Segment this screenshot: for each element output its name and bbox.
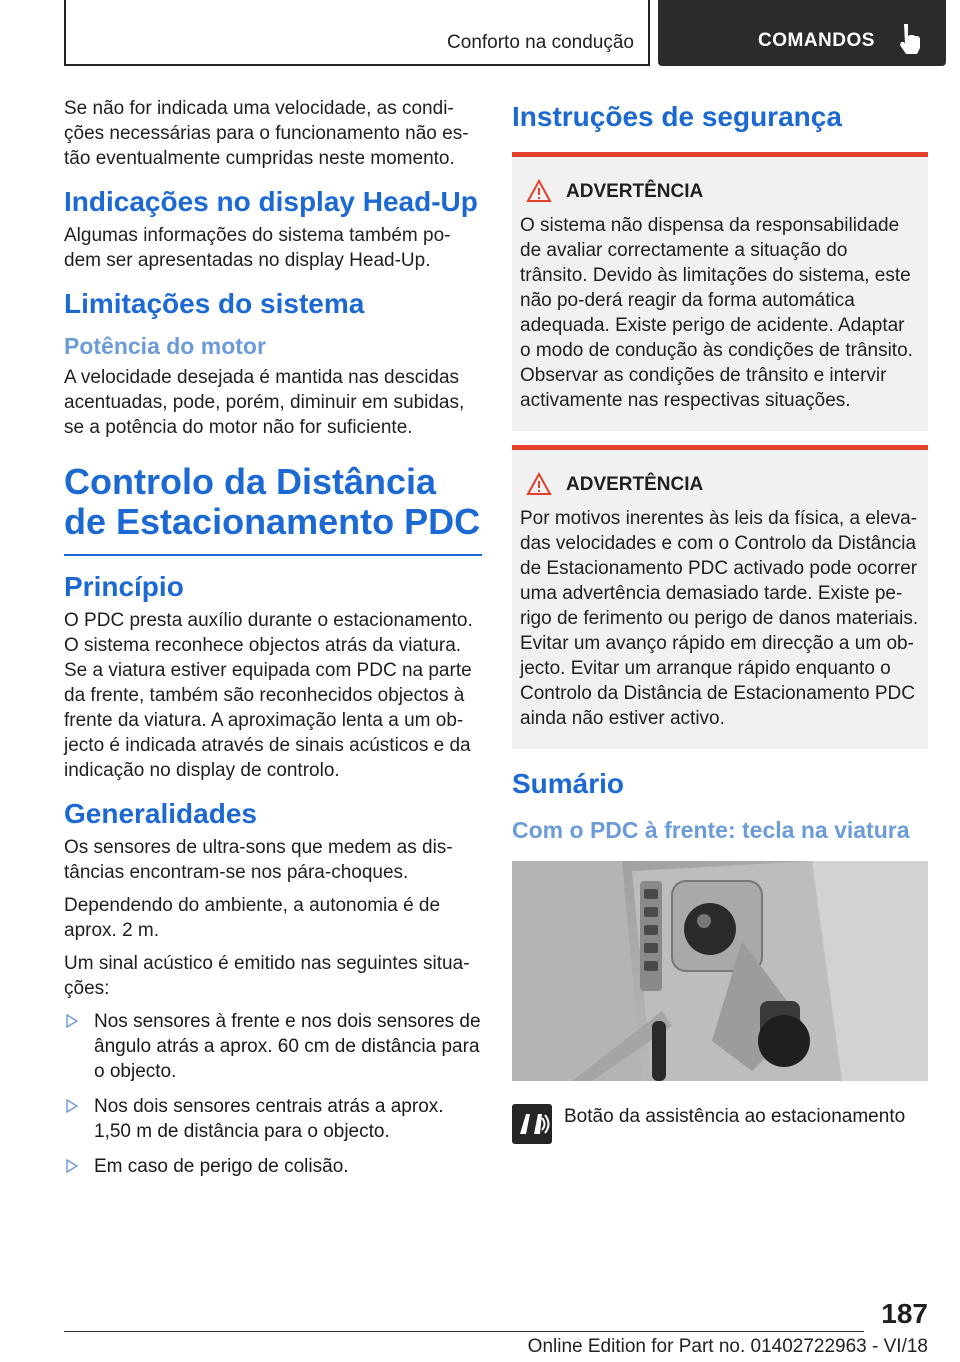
power-subheading: Potência do motor xyxy=(64,333,266,359)
warning-box xyxy=(512,445,928,749)
principle-heading: Princípio xyxy=(64,571,184,602)
warning-title: ADVERTÊNCIA xyxy=(566,474,704,495)
list-item xyxy=(64,1154,482,1179)
header-section-title: Conforto na condução xyxy=(447,32,634,53)
left-column xyxy=(64,96,482,1189)
triangle-bullet-icon xyxy=(66,1014,78,1028)
warning-text: Por motivos inerentes às leis da física, a eleva-das velocidades e com o Controlo da Distância de Estacionamento PDC activado pode ocorrer uma advertência demasiado tarde. Existe pe-rigo de ferimento ou perigo de danos materiais. Evitar um avanço rápido em direcção a um ob-jecto. Evitar um arranque rápido enquanto o Controlo da Distância de Estacionamento PDC ainda não estiver activo. xyxy=(520,508,919,729)
warning-header xyxy=(520,179,920,209)
pdc-heading: Controlo da Distância de Estacionamento PDC xyxy=(64,461,481,542)
safety-heading: Instruções de segurança xyxy=(512,101,842,132)
triangle-bullet-icon xyxy=(66,1159,78,1173)
list-item xyxy=(64,1009,482,1084)
bullet-text: Em caso de perigo de colisão. xyxy=(94,1156,349,1177)
center-console-photo xyxy=(512,861,928,1081)
principle-paragraph: O PDC presta auxílio durante o estacionamento. O sistema reconhece objectos atrás da viatura. Se a viatura estiver equipada com PDC na parte da frente, também são reconhecidos objectos à frente da viatura. A aproximação lenta a um ob-jecto é indicada através de sinais acústicos e da indicação no display de controlo. xyxy=(64,610,473,781)
warning-triangle-icon xyxy=(526,179,552,203)
hud-paragraph: Algumas informações do sistema também po-dem ser apresentadas no display Head-Up. xyxy=(64,225,451,271)
general-paragraph-2: Dependendo do ambiente, a autonomia é de aprox. 2 m. xyxy=(64,895,441,941)
triangle-bullet-icon xyxy=(66,1099,78,1113)
page-number: 187 xyxy=(881,1298,928,1329)
warning-header xyxy=(520,472,920,502)
caption-row xyxy=(512,1104,928,1148)
warning-box xyxy=(512,152,928,431)
bullet-text: Nos dois sensores centrais atrás a aprox. 1,50 m de distância para o objecto. xyxy=(94,1096,444,1142)
footer-divider xyxy=(64,1331,864,1332)
warning-triangle-icon xyxy=(526,472,552,496)
header-section-box xyxy=(64,0,650,66)
right-column xyxy=(512,96,928,1148)
hud-heading: Indicações no display Head-Up xyxy=(64,186,478,217)
front-pdc-subheading: Com o PDC à frente: tecla na viatura xyxy=(512,817,910,843)
warning-title: ADVERTÊNCIA xyxy=(566,181,704,202)
footer-edition: Online Edition for Part no. 01402722963 - VI/18 xyxy=(527,1336,928,1357)
header-chapter-title: COMANDOS xyxy=(758,30,875,51)
pdc-heading-block xyxy=(64,462,482,556)
limits-heading: Limitações do sistema xyxy=(64,288,365,319)
caption-text: Botão da assistência ao estacionamento xyxy=(564,1106,906,1127)
power-paragraph: A velocidade desejada é mantida nas descidas acentuadas, pode, porém, diminuir em subidas, se a potência do motor não for suficiente. xyxy=(64,367,465,438)
header-chapter-tab xyxy=(658,0,946,66)
parking-assist-button-icon xyxy=(512,1104,552,1144)
warning-text: O sistema não dispensa da responsabilidade de avaliar correctamente a situação do trânsito. Devido às limitações do sistema, este não po-derá reagir da forma automática adequada. Existe perigo de acidente. Adaptar o modo de condução às condições de trânsito. Observar as condições de trânsito e intervir activamente nas respectivas situações. xyxy=(520,215,913,411)
general-heading: Generalidades xyxy=(64,798,257,829)
summary-heading: Sumário xyxy=(512,768,625,799)
general-paragraph-3: Um sinal acústico é emitido nas seguintes situa-ções: xyxy=(64,953,470,999)
bullet-text: Nos sensores à frente e nos dois sensores de ângulo atrás a aprox. 60 cm de distância para o objecto. xyxy=(94,1011,481,1082)
intro-paragraph: Se não for indicada uma velocidade, as condi-ções necessárias para o funcionamento não es-tão eventualmente cumpridas neste momento. xyxy=(64,98,469,169)
list-item xyxy=(64,1094,482,1144)
pointing-hand-icon xyxy=(896,22,924,56)
general-paragraph-1: Os sensores de ultra-sons que medem as dis-tâncias encontram-se nos pára-choques. xyxy=(64,837,453,883)
